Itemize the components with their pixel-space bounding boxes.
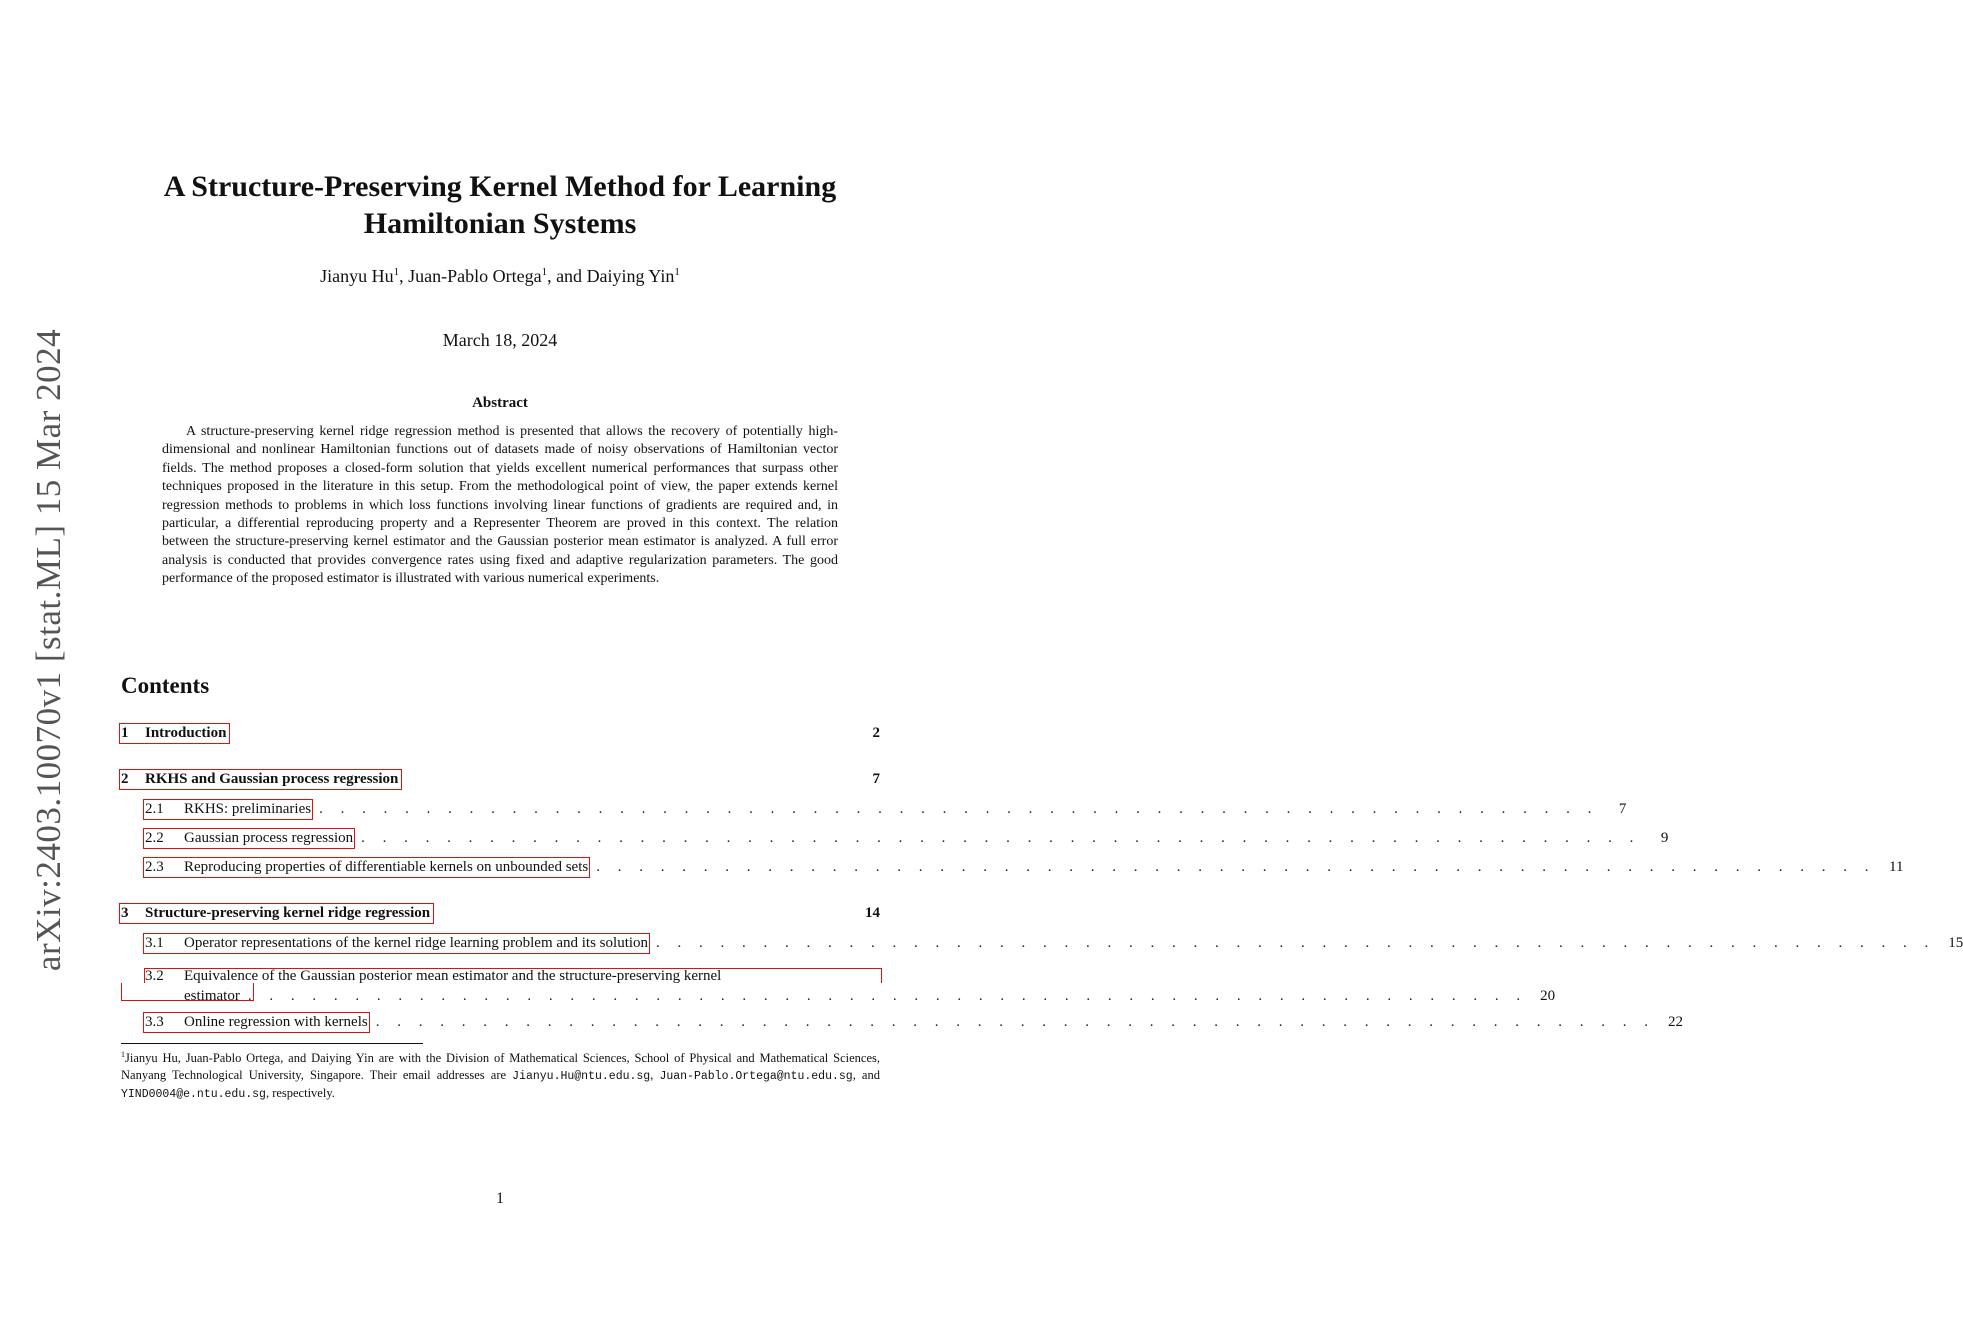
footnote-separator: , and [852, 1067, 880, 1082]
toc-leader: . . . . . . . . . . . . . . . . . . . . . . . . . . . . . . . . . . . . . . . . . . . . . . . . . . . . . . . . . . . . [596, 859, 1876, 875]
toc-leader: . . . . . . . . . . . . . . . . . . . . . . . . . . . . . . . . . . . . . . . . . . . . . . . . . . . . . . . . . . . . [319, 801, 1599, 817]
toc-entry-section-1 [121, 725, 880, 747]
toc-page: 20 [1540, 988, 1556, 1004]
toc-title: Introduction [145, 725, 227, 741]
paper-date: March 18, 2024 [442, 330, 558, 350]
toc-title: Equivalence of the Gaussian posterior mean estimator and the structure-preserving kernel [184, 968, 722, 984]
toc-page: 11 [1889, 859, 1904, 875]
toc-link-reproducing-properties[interactable] [145, 859, 588, 876]
toc-link-rkhs-preliminaries[interactable] [145, 801, 311, 818]
toc-entry-3-2-line-1 [145, 968, 721, 985]
toc-title: Reproducing properties of differentiable kernels on unbounded sets [184, 859, 589, 875]
toc-title: Operator representations of the kernel ridge learning problem and its solution [184, 935, 649, 951]
toc-leader: . . . . . . . . . . . . . . . . . . . . . . . . . . . . . . . . . . . . . . . . . . . . . . . . . . . . . . . . . . . . [361, 830, 1641, 846]
toc-title: Structure-preserving kernel ridge regression [145, 905, 431, 921]
abstract-heading: Abstract [472, 395, 528, 411]
toc-leader: . . . . . . . . . . . . . . . . . . . . . . . . . . . . . . . . . . . . . . . . . . . . . . . . . . . . . . . . . . . . [247, 988, 1528, 1004]
author-name: Daiying Yin [586, 266, 675, 286]
toc-page: 22 [1667, 1014, 1683, 1030]
toc-title: Gaussian process regression [184, 830, 354, 846]
arxiv-identifier: arXiv:2403.10070v1 [stat.ML] 15 Mar 2024 [29, 328, 68, 972]
author-name: Juan-Pablo Ortega [408, 266, 542, 286]
footnote-separator: , [650, 1067, 660, 1082]
affiliation-marker: 1 [541, 266, 548, 278]
affiliation-marker: 1 [393, 266, 400, 278]
toc-link-operator-representations[interactable] [145, 935, 648, 952]
author-name: Jianyu Hu [320, 266, 394, 286]
toc-link-gaussian-process-regression[interactable] [145, 830, 353, 847]
toc-link-introduction[interactable] [121, 725, 228, 742]
toc-title: RKHS and Gaussian process regression [145, 771, 399, 787]
toc-number: 2.2 [145, 830, 164, 846]
affiliation-marker: 1 [674, 266, 680, 278]
toc-link-structure-preserving-krr[interactable] [121, 905, 432, 922]
toc-title: Online regression with kernels [184, 1014, 368, 1030]
toc-link-online-regression[interactable] [145, 1014, 368, 1031]
toc-page: 9 [1660, 830, 1669, 846]
toc-entry-2-1 [121, 801, 1627, 823]
author-list [100, 266, 900, 287]
email-link[interactable]: Juan-Pablo.Ortega@ntu.edu.sg [659, 1069, 853, 1083]
toc-entry-3-1 [121, 935, 1963, 957]
toc-page: 7 [872, 771, 880, 787]
footnote [121, 1047, 880, 1104]
title-line-2: Hamiltonian Systems [363, 207, 637, 240]
toc-number: 3.3 [145, 1014, 164, 1030]
toc-entry-3-2-line-2 [184, 988, 1556, 1005]
toc-leader: . . . . . . . . . . . . . . . . . . . . . . . . . . . . . . . . . . . . . . . . . . . . . . . . . . . . . . . . . . . . [656, 935, 1936, 951]
author-separator: , and [547, 266, 587, 286]
toc-entry-3-2 [121, 968, 1556, 1004]
footnote-text: Jianyu Hu, Juan-Pablo Ortega, and Daiying Yin are with the Division of Mathematical Sciences, School of Physical and Mathematical Sciences, Nanyang Technological University, Singapore. Their email addresses are [121, 1051, 880, 1082]
toc-entry-3-3 [121, 1014, 1683, 1036]
footnote-end: , respectively. [265, 1086, 335, 1101]
toc-page: 14 [865, 905, 880, 921]
toc-number: 1 [121, 725, 129, 741]
toc-page: 2 [872, 725, 880, 741]
toc-link-rkhs-gp[interactable] [121, 771, 400, 788]
footnote-rule [121, 1043, 423, 1044]
email-link[interactable]: Jianyu.Hu@ntu.edu.sg [512, 1069, 651, 1083]
toc-number: 3.2 [145, 968, 164, 984]
footnote-marker: 1 [121, 1050, 125, 1059]
page-number: 1 [496, 1190, 504, 1207]
toc-title-continued: estimator [184, 988, 240, 1004]
toc-leader: . . . . . . . . . . . . . . . . . . . . . . . . . . . . . . . . . . . . . . . . . . . . . . . . . . . . . . . . . . . . [375, 1014, 1655, 1030]
email-link[interactable]: YIND0004@e.ntu.edu.sg [121, 1088, 266, 1102]
author-separator: , [399, 266, 409, 286]
toc-entry-2-3 [121, 859, 1904, 881]
toc-page: 7 [1618, 801, 1627, 817]
abstract-text: A structure-preserving kernel ridge regression method is presented that allows the recovery of potentially high-dimensional and nonlinear Hamiltonian functions out of datasets made of noisy observations of Hamiltonian vector fields. The method proposes a closed-form solution that yields excellent numerical performances that surpass other techniques proposed in the literature in this setup. From the methodological point of view, the paper extends kernel regression methods to problems in which loss functions involving linear functions of gradients are required and, in particular, a differential reproducing property and a Representer Theorem are proved in this context. The relation between the structure-preserving kernel estimator and the Gaussian posterior mean estimator is analyzed. A full error analysis is conducted that provides convergence rates using fixed and adaptive regularization parameters. The good performance of the proposed estimator is illustrated with various numerical experiments. [162, 424, 838, 587]
toc-entry-section-2 [121, 771, 880, 793]
toc-entry-section-3 [121, 905, 880, 927]
toc-entry-2-2 [121, 830, 1669, 852]
paper-title [100, 168, 900, 242]
toc-page: 15 [1948, 935, 1963, 951]
toc-number: 2.3 [145, 859, 164, 875]
title-line-1: A Structure-Preserving Kernel Method for Learning [163, 170, 837, 203]
contents-heading: Contents [121, 673, 210, 698]
toc-number: 3.1 [145, 935, 164, 951]
toc-title: RKHS: preliminaries [184, 801, 312, 817]
toc-number: 2.1 [145, 801, 164, 817]
toc-number: 3 [121, 905, 129, 921]
toc-number: 2 [121, 771, 129, 787]
arxiv-sidebar [28, 328, 70, 972]
